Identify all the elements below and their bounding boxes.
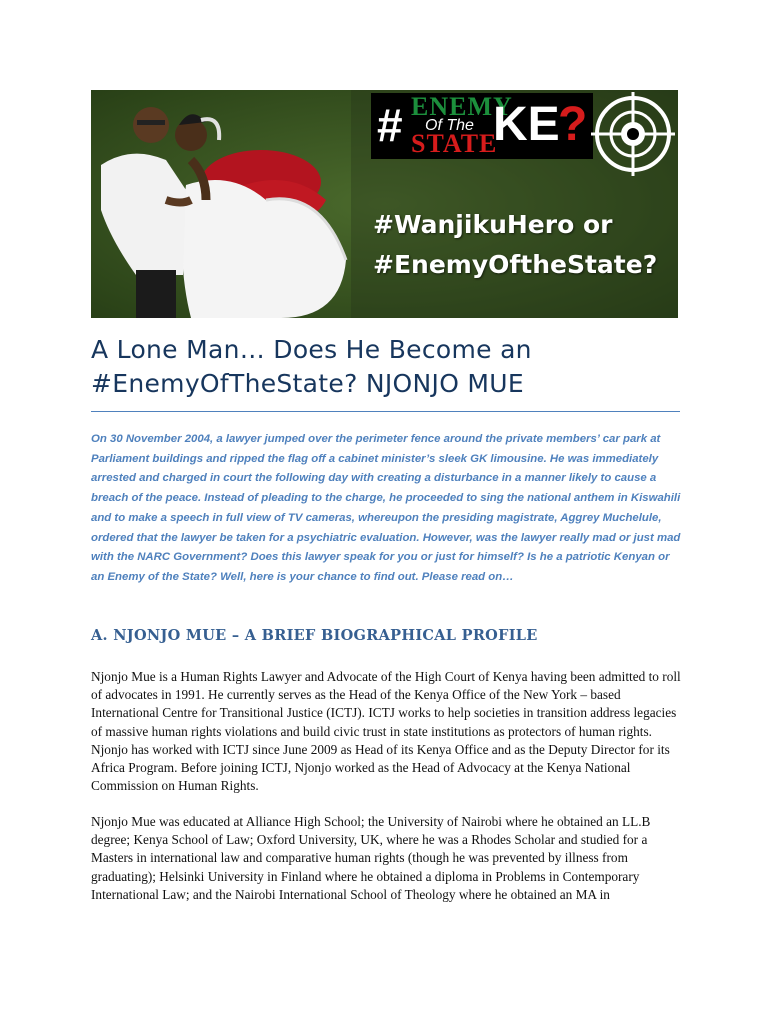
title-divider [91,411,680,412]
title-line-2: #EnemyOfTheState? NJONJO MUE [91,369,524,398]
bio-paragraph-2: Njonjo Mue was educated at Alliance High School; the University of Nairobi where he obtained an LL.B degree; Kenya School of Law; Oxford University, UK, where he was a Rhodes Scholar and studied for a Masters in international law and comparative human rights (though he was prevented by illness from graduating); Helsinki University in Finland where he obtained a diploma in Problems in Contemporary International Law; and the Nairobi International School of Theology where he obtained an MA in [91,814,651,902]
bio-paragraph-1: Njonjo Mue is a Human Rights Lawyer and Advocate of the High Court of Kenya having been admitted to roll of advocates in 1991. He currently serves as the Head of the Kenya Office of the New York – based International Centre for Transitional Justice (ICTJ). ICTJ works to help societies in transition address legacies of massive human rights violations and build civic trust in state institutions as protectors of human rights. Njonjo has worked with ICTJ since June 2009 as Head of its Kenya Office and as the Deputy Director for its Africa Program. Before joining ICTJ, Njonjo worked as the Head of Advocacy at the Kenya National Commission on Human Rights. [91,669,681,794]
banner-image [91,90,678,318]
logo-ke: KE [493,98,560,151]
section-heading: A. NJONJO MUE – A BRIEF BIOGRAPHICAL PROFILE [91,627,538,644]
logo-question: ? [558,98,588,151]
title-line-1: A Lone Man… Does He Become an [91,335,532,364]
logo-hash: # [377,99,403,151]
enemy-of-the-state-logo [371,93,593,159]
intro-paragraph: On 30 November 2004, a lawyer jumped over the perimeter fence around the private members’ car park at Parliament buildings and ripped the flag off a cabinet minister’s sleek GK limousine. He was immediately arrested and charged in court the following day with creating a disturbance in a manner likely to cause a breach of the peace. Instead of pleading to the charge, he proceeded to sing the national anthem in Kiswahili and to make a speech in full view of TV cameras, whereupon the presiding magistrate, Aggrey Muchelule, ordered that the lawyer be taken for a psychiatric evaluation. However, was the lawyer really mad or just mad with the NARC Government? Does this lawyer speak for you or just for himself? Is he a patriotic Kenyan or an Enemy of the State? Well, here is your chance to find out. Please read on… [91,433,681,583]
logo-state: STATE [411,129,498,158]
banner-tagline-2: #EnemyOftheState? [373,250,658,279]
logo-of-the: Of The [425,117,474,134]
document-title [91,333,678,401]
logo-enemy: ENEMY [411,93,513,121]
crosshair-target-icon [591,92,675,176]
banner-tagline-1: #WanjikuHero or [373,210,613,239]
